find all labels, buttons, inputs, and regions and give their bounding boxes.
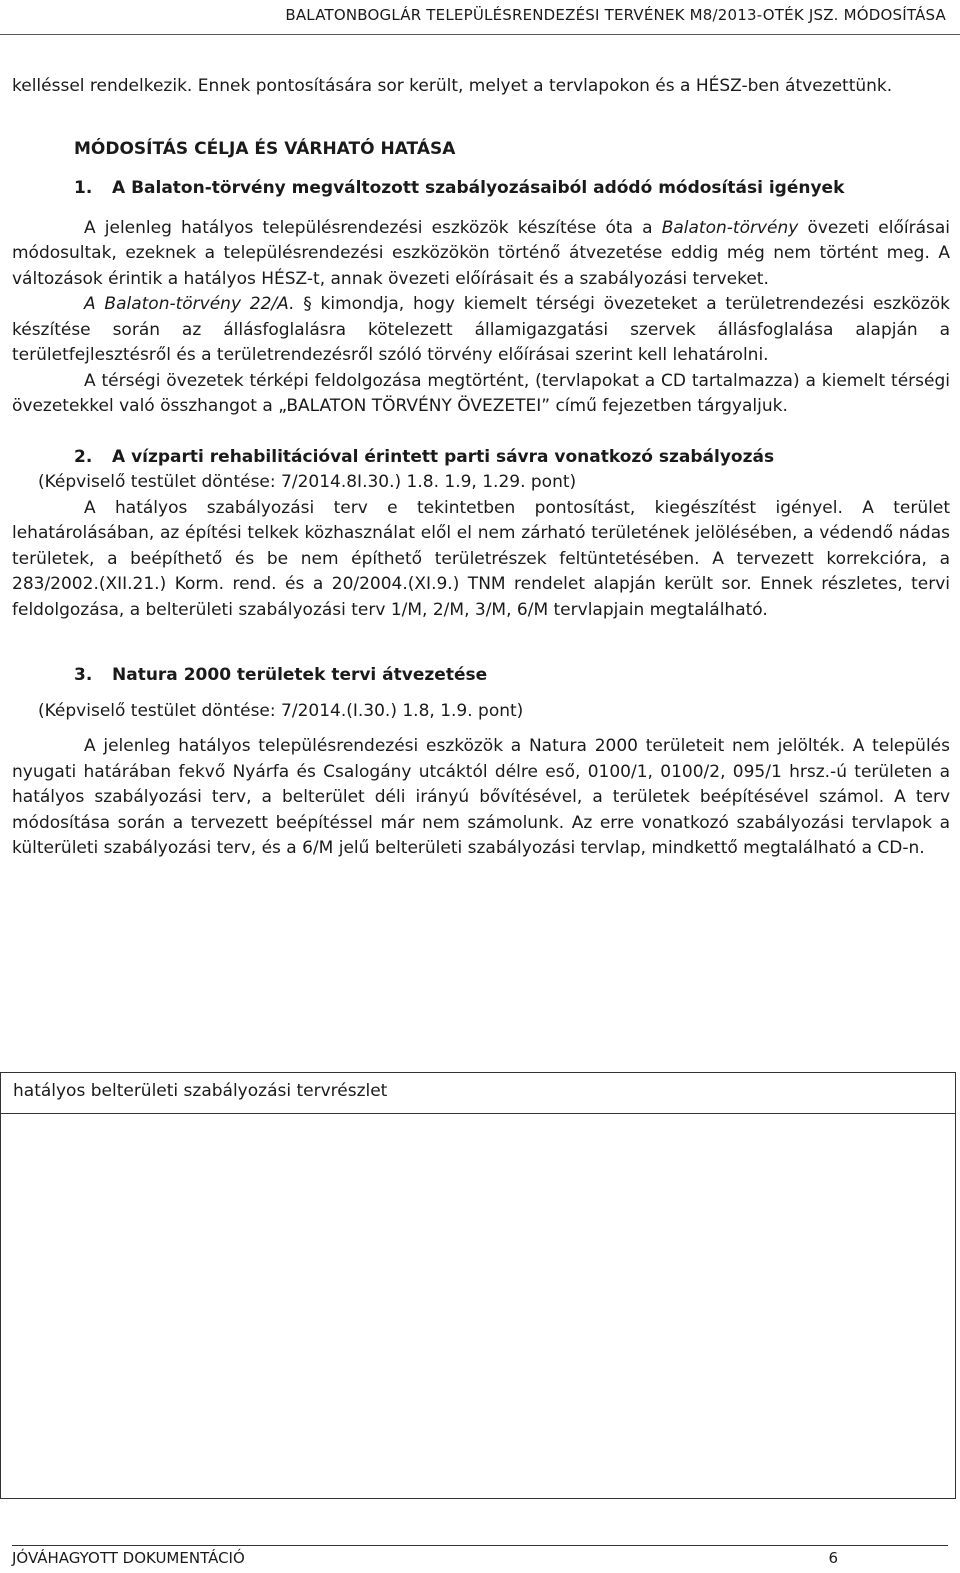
section-2-decision: (Képviselő testület döntése: 7/2014.8I.30.) 1.8. 1.9, 1.29. pont) <box>38 472 577 492</box>
page-content <box>12 74 950 862</box>
section-3-number: 3. <box>74 665 93 685</box>
section-3-title-text: Natura 2000 területek tervi átvezetése <box>112 665 488 685</box>
section-1-title-text: A Balaton-törvény megváltozott szabályozásaiból adódó módosítási igények <box>112 178 845 198</box>
italic-section-ref: 22/A. <box>241 294 295 314</box>
intro-paragraph: kelléssel rendelkezik. Ennek pontosítására sor került, melyet a tervlapokon és a HÉSZ-ben átvezettünk. <box>12 76 893 96</box>
text-run: A jelenleg hatályos településrendezési eszközök készítése óta a <box>84 217 662 238</box>
section-1-paragraph-1 <box>12 216 950 293</box>
section-1-paragraph-2 <box>12 292 950 369</box>
section-2-paragraph: A hatályos szabályozási terv e tekintetben pontosítást, kiegészítést igényel. A terület lehatárolásában, az építési telkek közhasználat elől el nem zárható területének jelölésében, a védendő nádas területek, a beépíthető és be nem építhető területrészek feltüntetésében. A tervezett korrekcióra, a 283/2002.(XII.21.) Korm. rend. és a 20/2004.(XI.9.) TNM rendelet alapján került sor. Ennek részletes, tervi feldolgozása, a belterületi szabályozási terv 1/M, 2/M, 3/M, 6/M tervlapjain megtalálható. <box>12 497 950 620</box>
section-3-paragraph: A jelenleg hatályos településrendezési eszközök a Natura 2000 területeit nem jelölték. A település nyugati határában fekvő Nyárfa és Csalogány utcáktól délre eső, 0100/1, 0100/2, 095/1 hrsz.-ú területen a hatályos szabályozási terv, a belterület déli irányú bővítésével, a területek beépítésével számol. A terv módosítása során a tervezett beépítéssel már nem számolunk. Az erre vonatkozó szabályozási tervlapok a külterületi szabályozási terv, és a 6/M jelű belterületi szabályozási tervlap, mindkettő megtalálható a CD-n. <box>12 736 950 858</box>
page-footer <box>12 1547 838 1569</box>
section-3-decision: (Képviselő testület döntése: 7/2014.(I.30.) 1.8, 1.9. pont) <box>38 700 524 721</box>
figure-frame <box>0 1072 956 1499</box>
main-heading: MÓDOSÍTÁS CÉLJA ÉS VÁRHATÓ HATÁSA <box>74 138 456 159</box>
section-1-title <box>12 176 950 202</box>
text-run: kimondja, hogy kiemelt térségi övezeteket a területrendezési eszközök készítése során az állásfoglalásra kötelezett államigazgatási szervek állásfoglalása alapján a területfejlesztésről és a területrendezésről szóló törvény előírásai szerint kell lehatárolni. <box>12 294 951 365</box>
text-run: A <box>84 294 105 314</box>
page-number: 6 <box>828 1549 838 1567</box>
figure-caption: hatályos belterületi szabályozási tervrészlet <box>1 1073 955 1114</box>
section-2-title-text: A vízparti rehabilitációval érintett parti sávra vonatkozó szabályozás <box>112 446 775 467</box>
page-header <box>0 4 960 35</box>
section-2-title <box>12 445 950 471</box>
italic-law-name: Balaton-törvény <box>661 217 799 238</box>
document-title: BALATONBOGLÁR TELEPÜLÉSRENDEZÉSI TERVÉNEK M8/2013-OTÉK JSZ. MÓDOSÍTÁSA <box>285 6 946 24</box>
section-1-paragraph-3: A térségi övezetek térképi feldolgozása megtörtént, (tervlapokat a CD tartalmazza) a kiemelt térségi övezetekkel való összhangot a „BALATON TÖRVÉNY ÖVEZETEI” című fejezetben tárgyaljuk. <box>12 370 950 416</box>
section-3-title <box>12 663 950 689</box>
italic-law-name: Balaton-törvény <box>104 294 242 314</box>
text-run: övezeti előírásai módosultak, ezeknek a településrendezési eszközökön történő átvezetése eddig még nem történt meg. A változások érintik a hatályos HÉSZ-t, annak övezeti előírásait és a szabályozási terveket. <box>12 217 950 289</box>
section-2-number: 2. <box>74 446 93 467</box>
footer-divider <box>12 1545 948 1546</box>
section-1-number: 1. <box>74 178 93 198</box>
footer-label: JÓVÁHAGYOTT DOKUMENTÁCIÓ <box>12 1549 245 1567</box>
paragraph-sign-icon: § <box>303 294 312 314</box>
